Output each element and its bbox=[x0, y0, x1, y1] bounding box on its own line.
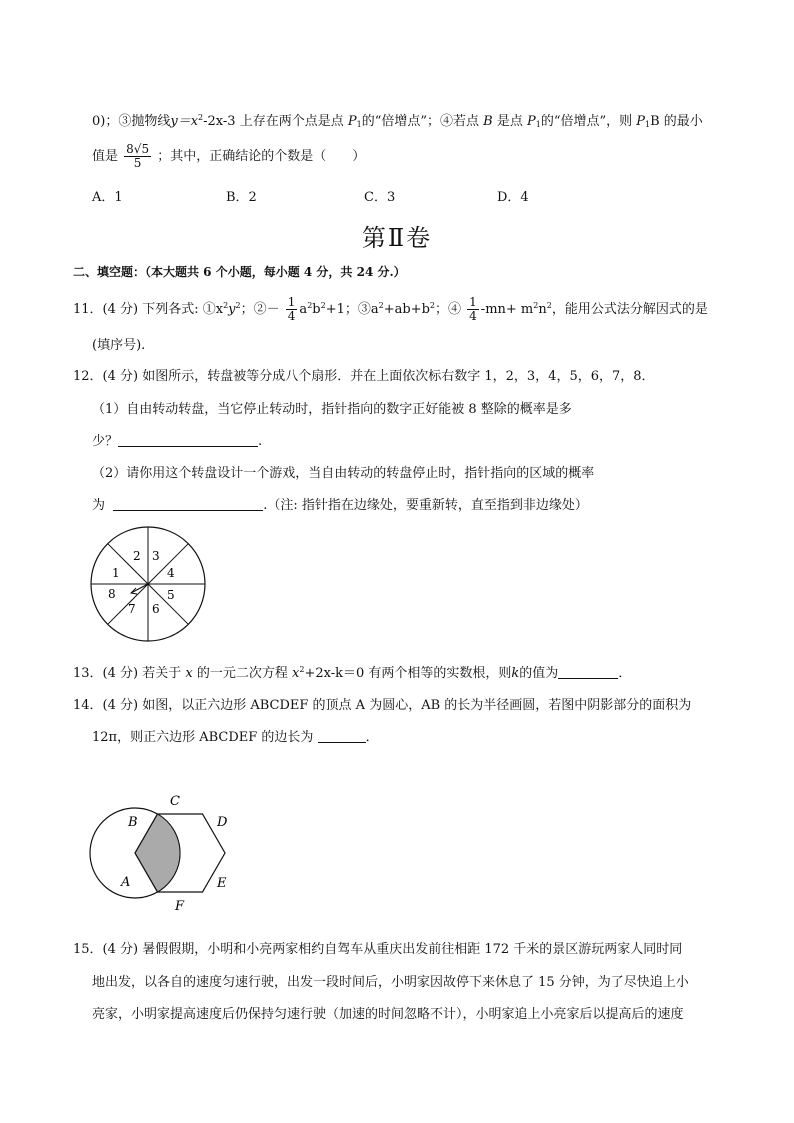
q12-line-2: （1）自由转动转盘，当它停止转动时，指针指向的数字正好能被 8 整除的概率是多 bbox=[92, 402, 572, 417]
q10-text: 值是 bbox=[92, 149, 119, 164]
q12-text: 少？ bbox=[92, 434, 119, 449]
superscript: 2 bbox=[429, 301, 435, 310]
q10-line-2 bbox=[92, 143, 365, 170]
answer-blank[interactable] bbox=[318, 742, 366, 743]
q11-text: -mn+ m bbox=[480, 302, 534, 317]
spinner-figure bbox=[86, 522, 210, 646]
answer-blank[interactable] bbox=[113, 510, 263, 511]
q13-text: x bbox=[185, 666, 193, 681]
spinner-number: 6 bbox=[152, 602, 160, 616]
shaded-region bbox=[135, 814, 180, 892]
q10-text: 的“倍增点”，则 bbox=[540, 114, 633, 129]
superscript: 2 bbox=[235, 301, 241, 310]
superscript: 2 bbox=[223, 301, 229, 310]
vertex-label: D bbox=[217, 815, 228, 830]
pointer-icon bbox=[131, 584, 148, 593]
q13-text: x bbox=[292, 666, 300, 681]
vertex-label: F bbox=[175, 899, 185, 914]
q12-text: 为 bbox=[92, 498, 106, 513]
superscript: 2 bbox=[299, 665, 305, 674]
answer-blank[interactable] bbox=[558, 678, 618, 679]
vertex-label: B bbox=[128, 815, 138, 830]
q14-line-1: 14．(4 分) 如图，以正六边形 ABCDEF 的顶点 A 为圆心，AB 的长为半径画圆，若图中阴影部分的面积为 bbox=[73, 698, 692, 713]
q10-text: P bbox=[636, 114, 646, 129]
fraction-denominator: 4 bbox=[287, 309, 296, 323]
q13-text: 的一元二次方程 bbox=[196, 666, 288, 681]
fraction bbox=[467, 296, 479, 323]
q13-text: 的值为 bbox=[519, 666, 559, 681]
q13-text: k bbox=[511, 666, 520, 681]
q13-text: ． bbox=[618, 666, 632, 681]
option-a: A．1 bbox=[92, 190, 123, 205]
superscript: 2 bbox=[378, 301, 384, 310]
spinner-number: 2 bbox=[133, 549, 141, 563]
q12-text: .（注: 指针指在边缘处，要重新转，直至指到非边缘处） bbox=[263, 498, 588, 513]
vertex-label: E bbox=[217, 876, 227, 891]
superscript: 2 bbox=[198, 113, 204, 122]
q11-line-1 bbox=[73, 296, 708, 323]
spinner-number: 4 bbox=[167, 566, 175, 580]
q12-line-3: 少？ . bbox=[92, 434, 263, 449]
q10-text: y＝x bbox=[170, 114, 199, 129]
option-b: B．2 bbox=[226, 190, 257, 205]
spinner-number: 7 bbox=[128, 602, 136, 616]
q11-line-2: (填序号). bbox=[92, 338, 146, 353]
spinner-number: 8 bbox=[108, 587, 116, 601]
q15-line-1: 15．(4 分) 暑假假期，小明和小亮两家相约自驾车从重庆出发前往相距 172 千米的景区游玩两家人同时同 bbox=[73, 942, 683, 957]
q11-text: a bbox=[299, 302, 308, 317]
q12-line-4: （2）请你用这个转盘设计一个游戏，当自由转动的转盘停止时，指针指向的区域的概率 bbox=[92, 466, 595, 481]
q10-text: P bbox=[347, 114, 357, 129]
spinner-number: 3 bbox=[152, 549, 160, 563]
q11-text: +1；③a bbox=[325, 302, 379, 317]
q10-text: B bbox=[483, 114, 493, 129]
q13-text: +2x-k＝0 有两个相等的实数根，则 bbox=[304, 666, 512, 681]
q10-text: B 的最小 bbox=[650, 114, 703, 129]
fraction bbox=[286, 296, 298, 323]
q11-text: y bbox=[228, 302, 236, 317]
vertex-label: A bbox=[121, 875, 131, 890]
q10-text: ；其中，正确结论的个数是（ ） bbox=[157, 149, 366, 164]
hexagon-figure bbox=[84, 786, 254, 916]
q10-text: -2x-3 上存在两个点是点 bbox=[203, 114, 344, 129]
q11-text: +ab+b bbox=[383, 302, 430, 317]
q10-text: 的“倍增点”；④若点 bbox=[361, 114, 479, 129]
q11-text: ；②－ bbox=[240, 302, 280, 317]
q15-line-3: 亮家，小明家提高速度后仍保持匀速行驶（加速的时间忽略不计），小明家追上小亮家后以提高后的速度 bbox=[92, 1007, 684, 1022]
section-title: 第Ⅱ卷 bbox=[361, 224, 433, 252]
q13-line-1 bbox=[73, 660, 631, 684]
q14-line-2 bbox=[92, 728, 379, 748]
q10-text: 0)；③抛物线 bbox=[92, 114, 171, 129]
q11-text: ，能用公式法分解因式的是 bbox=[551, 302, 708, 317]
spinner-number: 5 bbox=[167, 588, 175, 602]
q14-text: ． bbox=[365, 730, 379, 745]
option-d: D．4 bbox=[497, 190, 529, 205]
answer-blank[interactable] bbox=[118, 446, 258, 447]
fraction-numerator: 1 bbox=[287, 295, 296, 309]
q13-text: 13．(4 分) 若关于 bbox=[73, 666, 182, 681]
spinner-number: 1 bbox=[112, 566, 120, 580]
q11-text: ；④ bbox=[435, 302, 462, 317]
q15-line-2: 地出发，以各自的速度匀速行驶，出发一段时间后，小明家因故停下来休息了 15 分钟，为了尽快追上小 bbox=[92, 975, 689, 990]
fraction-numerator: 8√5 bbox=[126, 142, 150, 156]
superscript: 2 bbox=[307, 301, 313, 310]
fraction-denominator: 5 bbox=[133, 156, 142, 170]
superscript: 2 bbox=[546, 301, 552, 310]
section-header: 二、填空题：（本大题共 6 个小题，每小题 4 分，共 24 分.） bbox=[73, 265, 406, 279]
q10-text: P bbox=[526, 114, 536, 129]
q10-text: 是点 bbox=[496, 114, 523, 129]
fraction-numerator: 1 bbox=[469, 295, 477, 309]
vertex-label: C bbox=[170, 794, 180, 809]
q11-text: 11．(4 分) 下列各式: ①x bbox=[73, 302, 224, 317]
fraction bbox=[124, 143, 151, 170]
superscript: 2 bbox=[533, 301, 539, 310]
q10-line-1: 0)；③抛物线$y=x^2-2x-3$ 上存在两个点是点 $P_1$的“倍增点”；④若点 B 是点 $P_1$的“倍增点”，则 $P_1B$ 的最小 bbox=[92, 113, 703, 129]
option-c: C．3 bbox=[364, 190, 396, 205]
q12-line-5 bbox=[92, 496, 588, 516]
q12-line-1: 12．(4 分) 如图所示，转盘被等分成八个扇形．并在上面依次标右数字 1，2，3，4，5，6，7，8． bbox=[73, 369, 655, 384]
q11-text: b bbox=[312, 302, 321, 317]
q14-text: 12π，则正六边形 ABCDEF 的边长为 bbox=[92, 730, 314, 745]
fraction-denominator: 4 bbox=[469, 309, 477, 323]
q11-text: n bbox=[538, 302, 547, 317]
superscript: 2 bbox=[320, 301, 326, 310]
